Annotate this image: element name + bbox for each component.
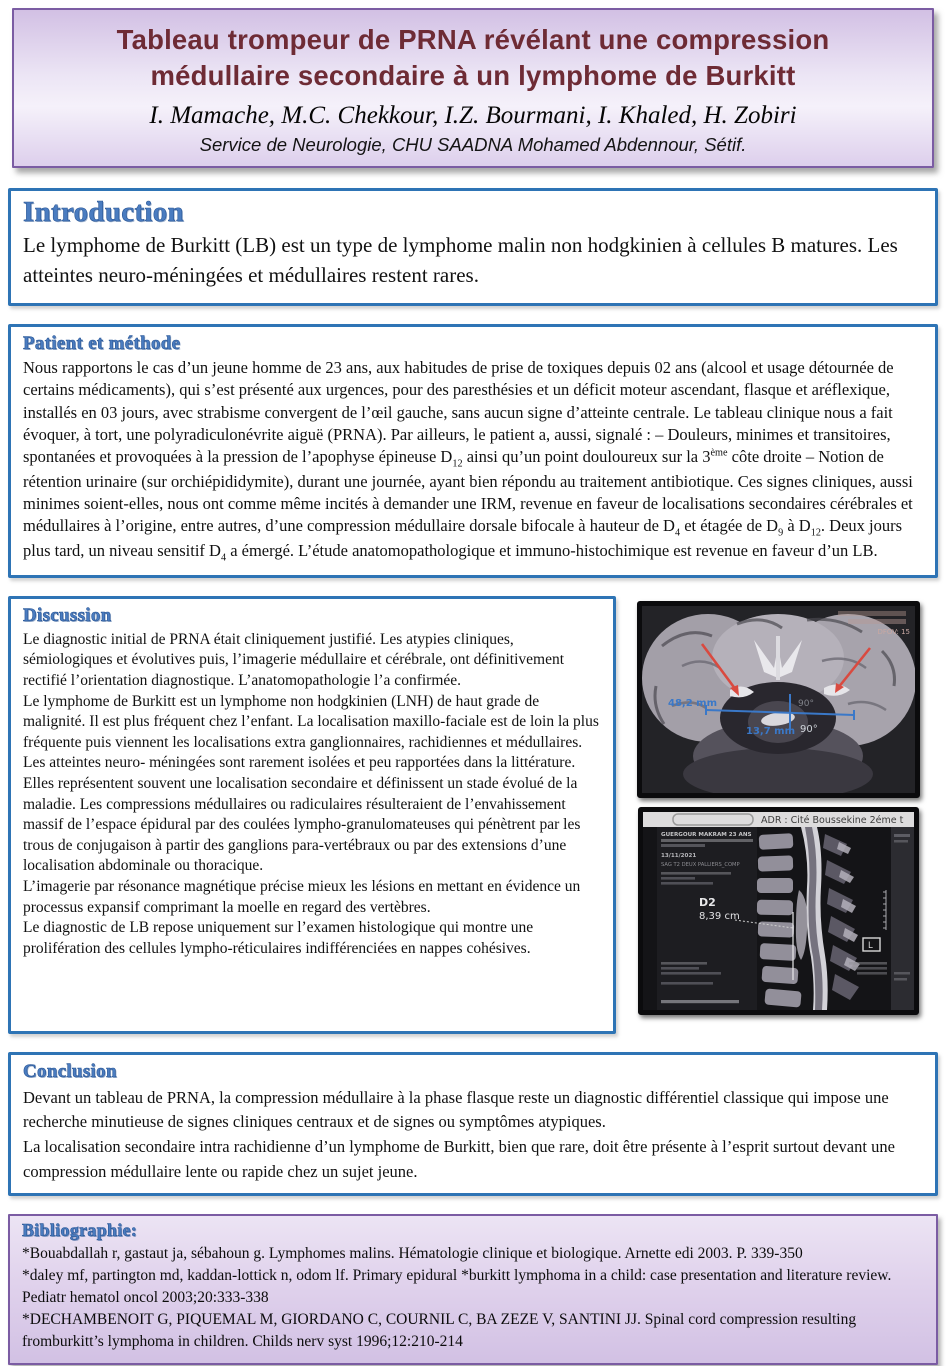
reference-item: *Bouabdallah r, gastaut ja, sébahoun g. Lymphomes malins. Hématologie clinique et biologique. Arnette edi 2003. P. 339-350 [22, 1245, 803, 1263]
spine-sequence-overlay-label: SAG T2 DEUX PALLIERS_COMP [660, 861, 740, 868]
discussion-paragraph: Le lymphome de Burkitt est un lymphome non hodgkinien (LNH) de haut grade de malignité. Il est plus fréquent chez l’enfant. La localisation maxillo-faciale est de loin la plus fréquente puis viennent les localisations extra ganglionnaires, rachidiennes et médullaires. Les atteintes neuro- méningées sont rarement isolées et peu rapportées dans la littérature. Elles représentent souvent une localisation secondaire et définissent un stade évolué de la maladie. Les compressions médullaires ou radiculaires résulteraient de l’envahissement massif de l’espace épidural par des coulées lympho-granulomateuses qui pénètrent par les trous de conjugaison à partir des ganglions para-vertébraux ou par des extensions d’une localisation abdominale ou thoracique. [23, 692, 599, 875]
patient-method-heading: Patient et méthode [23, 332, 181, 354]
spine-patient-overlay-label: GUERGOUR MAKRAM 23 ANS [660, 831, 752, 838]
section-discussion [8, 596, 616, 1034]
bibliography-heading: Bibliographie: [22, 1219, 138, 1240]
reference-item: *daley mf, partington md, kaddan-lottick n, odom lf. Primary epidural *burkitt lymphoma in a child: case presentation and literature review. Pediatr hematol oncol 2003;20:333-338 [22, 1267, 892, 1307]
introduction-body: Le lymphome de Burkitt (LB) est un type de lymphome malin non hodgkinien à cellules B matures. Les atteintes neuro-méningées et médullaires restent rares. [23, 232, 898, 287]
patient-text-segment: . Deux jours plus tard, un niveau sensitif D [23, 515, 903, 560]
patient-text-segment: Nous rapportons le cas d’un jeune homme de 23 ans, aux habitudes de prise de toxiques depuis 02 ans (alcool et usage détournée de certains médicaments), qui s’est présenté aux urgences, pour des paresthésies et un déficit moteur ascendant, flasque et aréflexique, installés en 03 jours, avec strabisme convergent de l’œil gauche, sans aucun signe d’atteinte centrale. Le tableau clinique nous a fait évoquer, à tort, une polyradiculonévrite aiguë (PRNA). Par ailleurs, le patient a, aussi, signalé : – Douleurs, minimes et transitoires, spontanées et provoquées à la pression de l’apophyse épineuse D [23, 358, 894, 466]
brain-depth-measurement-label: 13,7 mm [745, 725, 795, 737]
vertebra-subscript: 9 [778, 527, 784, 539]
vertebra-subscript: 12 [452, 458, 463, 470]
section-patient-method [8, 324, 938, 578]
vertebra-subscript: 4 [220, 552, 227, 564]
patient-text-segment: ainsi qu’un point douloureux sur la 3 [462, 446, 711, 466]
vertebra-subscript: 12 [810, 527, 821, 539]
conclusion-paragraph: Devant un tableau de PRNA, la compression médullaire à la phase flasque reste un diagnostic différentiel classique qui impose une recherche minutieuse de signes cliniques centraux et de signes ou symptômes atypiques. [23, 1087, 889, 1132]
patient-method-body [23, 357, 923, 565]
brain-mri-image [642, 606, 915, 793]
brain-angle-label-faint: 90° [797, 698, 814, 709]
patient-text-segment: à D [783, 515, 811, 535]
spine-clinic-header-label: ADR : Cité Boussekine 2éme t [760, 814, 903, 826]
introduction-heading: Introduction [23, 195, 184, 228]
patient-text-segment: a émergé. L’étude anatomopathologique et immuno-histochimique est revenue en faveur d’un LB. [226, 540, 878, 560]
patient-text-segment: côte droite – Notion de rétention urinaire (sur orchiépididymite), durant une journée, ayant bien répondu au traitement antibiotique. Ces signes cliniques, aussi minimes soient-elles, nous ont comme même incités à demander une IRM, revenue en faveur de localisations secondaires cérébrales et médullaires à l’origine, entre autres, d’une compression médullaire dorsale bifocale à hauteur de D [23, 446, 913, 535]
discussion-figures-row [8, 596, 938, 1034]
reference-item: *DECHAMBENOIT G, PIQUEMAL M, GIORDANO C, COURNIL C, BA ZEZE V, SANTINI JJ. Spinal cord compression resulting fromburkitt’s lymphoma in children. Childs nerv syst 1996;12:210-214 [22, 1311, 857, 1351]
spine-level-label: D2 [698, 895, 716, 909]
section-conclusion [8, 1052, 938, 1196]
side-marker-letter: L [867, 940, 873, 951]
section-bibliography [8, 1214, 938, 1366]
vertebra-subscript: 4 [674, 527, 681, 539]
discussion-paragraph: Le diagnostic de LB repose uniquement sur l’examen histologique qui montre une prolifération des cellules lympho-réticulaires indifférenciées en nappes cohésives. [23, 919, 534, 957]
affiliation-line: Service de Neurologie, CHU SAADNA Mohamed Abdennour, Sétif. [199, 133, 747, 155]
header-box [12, 8, 934, 168]
spine-mri-image [643, 812, 914, 1010]
conclusion-paragraph: La localisation secondaire intra rachidienne d’un lymphome de Burkitt, bien que rare, doit être présente à l’esprit surtout devant une compression médullaire lente ou rapide chez un sujet jeune. [23, 1137, 895, 1181]
poster-title: Tableau trompeur de PRNA révélant une compression médullaire secondaire à un lymphome de Burkitt [116, 24, 830, 92]
authors-line: I. Mamache, M.C. Chekkour, I.Z. Bourmani, I. Khaled, H. Zobiri [149, 101, 797, 129]
spine-mri-figure [638, 807, 919, 1015]
conclusion-heading: Conclusion [23, 1060, 117, 1082]
brain-mri-figure [637, 601, 920, 798]
brain-angle-label: 90° [799, 723, 818, 735]
figures-column [628, 596, 928, 1015]
discussion-paragraph: L’imagerie par résonance magnétique précise mieux les lésions en mettant en évidence un processus expansif comprimant la moelle en regard des vertèbres. [23, 878, 581, 916]
patient-text-segment: et étagée de D [680, 515, 779, 535]
discussion-paragraph: Le diagnostic initial de PRNA était cliniquement justifié. Les atypies cliniques, sémiologiques et évolutives puis, l’imagerie médullaire et cérébrale, ont définitivement rectifié l’orientation diagnostique. L’anatomopathologie l’a confirmée. [23, 630, 565, 689]
ordinal-superscript: ème [710, 447, 728, 459]
dfov-overlay-label: DFOV: 15 [876, 627, 910, 636]
discussion-heading: Discussion [23, 604, 112, 626]
spine-length-label: 8,39 cm [698, 910, 740, 922]
section-introduction [8, 188, 938, 306]
spine-date-overlay-label: 13/11/2021 [660, 852, 696, 859]
brain-width-measurement-label: 48,2 mm [667, 697, 717, 709]
